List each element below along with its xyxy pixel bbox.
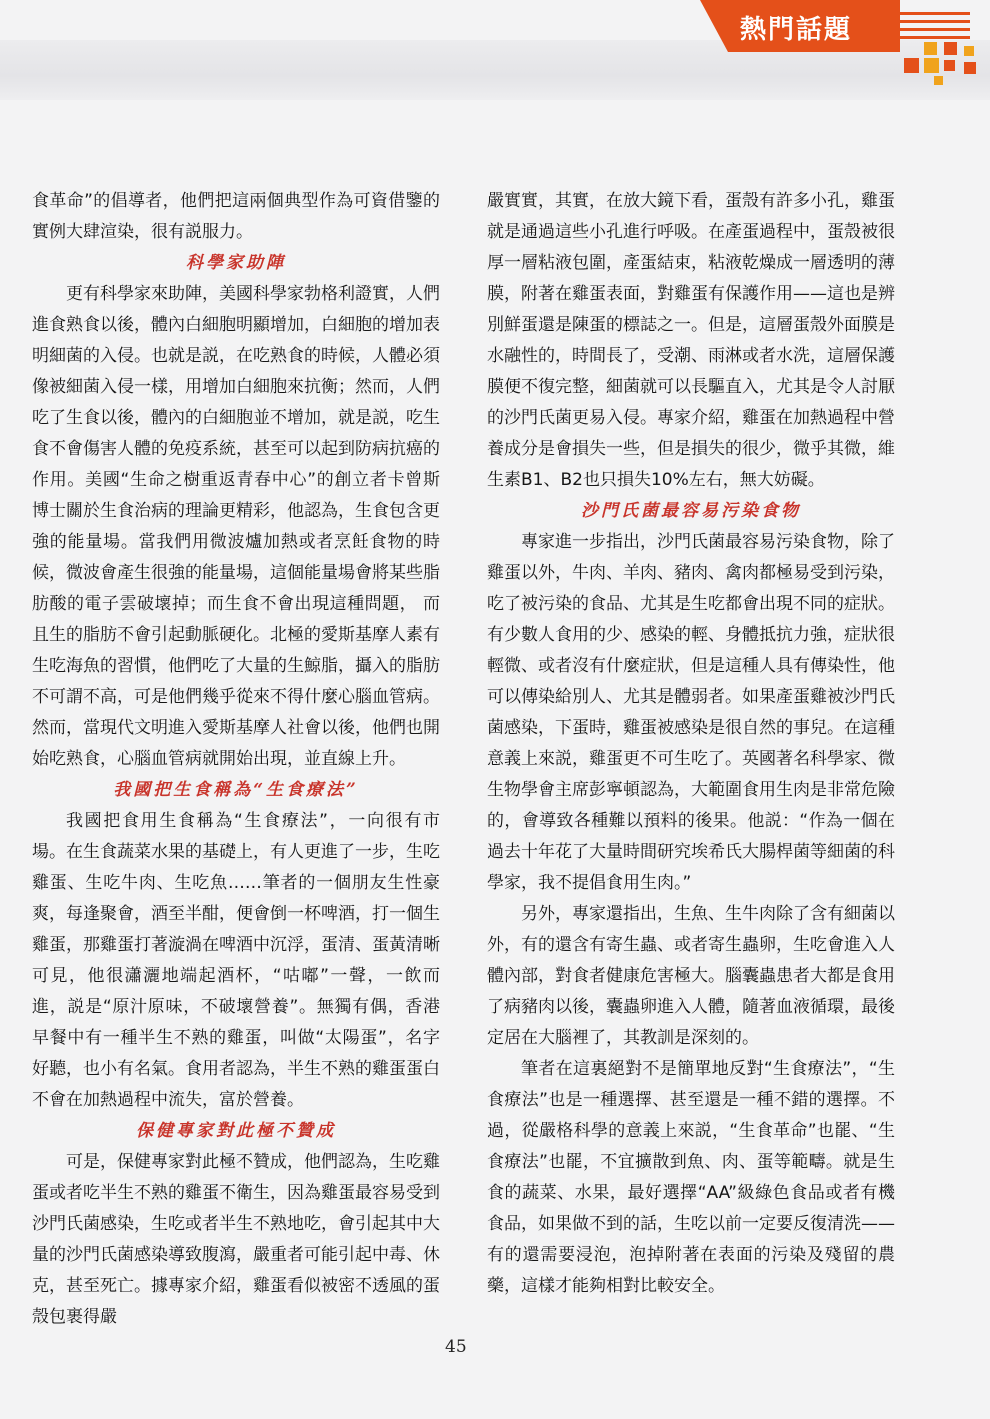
section-title: 熱門話題 (740, 15, 853, 45)
subheading: 沙門氏菌最容易污染食物 (581, 501, 801, 521)
paragraph: 食革命”的倡導者，他們把這兩個典型作為可資借鑒的實例大肆渲染，很有説服力。 (32, 191, 440, 242)
subheading: 科學家助陣 (186, 253, 286, 273)
subheading: 我國把生食稱為“生食療法” (113, 780, 359, 800)
subheading: 保健專家對此極不贊成 (136, 1121, 336, 1141)
paragraph: 嚴實實，其實，在放大鏡下看，蛋殼有許多小孔，雞蛋就是通過這些小孔進行呼吸。在產蛋過程中，蛋殼被很厚一層粘液包圍，產蛋結束，粘液乾燥成一層透明的薄膜，附著在雞蛋表面，對雞蛋有保護作用——這也是辨別鮮蛋還是陳蛋的標誌之一。但是，這層蛋殼外面膜是水融性的，時間長了，受潮、雨淋或者水洗，這層保護膜便不復完整，細菌就可以長驅直入，尤其是令人討厭的沙門氏菌更易入侵。專家介紹，雞蛋在加熱過程中營養成分是會損失一些，但是損失的很少，微乎其微，維生素B1、B2也只損失10%左右，無大妨礙。 (487, 191, 895, 490)
paragraph: 更有科學家來助陣，美國科學家勃格利證實，人們進食熟食以後，體內白細胞明顯增加，白細胞的增加表明細菌的入侵。也就是説，在吃熟食的時候，人體必須像被細菌入侵一樣，用增加白細胞來抗衡；然而，人們吃了生食以後，體內的白細胞並不增加，就是説，吃生食不會傷害人體的免疫系統，甚至可以起到防病抗癌的作用。美國“生命之樹重返青春中心”的創立者卡曾斯博士關於生食治病的理論更精彩，他認為，生食包含更強的能量場。當我們用微波爐加熱或者烹飪食物的時候，微波會產生很強的能量場，這個能量場會將某些脂肪酸的電子雲破壞掉；而生食不會出現這種問題， 而且生的脂肪不會引起動脈硬化。北極的愛斯基摩人素有生吃海魚的習慣，他們吃了大量的生鯨脂，攝入的脂肪不可謂不高，可是他們幾乎從來不得什麼心腦血管病。然而，當現代文明進入愛斯基摩人社會以後，他們也開始吃熟食，心腦血管病就開始出現，並直線上升。 (32, 284, 440, 769)
paragraph: 我國把食用生食稱為“生食療法”，一向很有市場。在生食蔬菜水果的基礎上，有人更進了一步，生吃雞蛋、生吃牛肉、生吃魚……筆者的一個朋友生性豪爽，每逢聚會，酒至半酣，便會倒一杯啤酒，打一個生雞蛋，那雞蛋打著漩渦在啤酒中沉浮，蛋清、蛋黃清晰可見，他很瀟灑地端起酒杯，“咕嘟”一聲，一飲而進，説是“原汁原味，不破壞營養”。無獨有偶，香港早餐中有一種半生不熟的雞蛋，叫做“太陽蛋”，名字好聽，也小有名氣。食用者認為，半生不熟的雞蛋蛋白不會在加熱過程中流失，富於營養。 (32, 811, 440, 1110)
paragraph: 可是，保健專家對此極不贊成，他們認為，生吃雞蛋或者吃半生不熟的雞蛋不衛生，因為雞蛋最容易受到沙門氏菌感染，生吃或者半生不熟地吃，會引起其中大量的沙門氏菌感染導致腹瀉，嚴重者可能引起中毒、休克，甚至死亡。據專家介紹，雞蛋看似被密不透風的蛋殼包裹得嚴 (32, 1152, 440, 1327)
paragraph: 專家進一步指出，沙門氏菌最容易污染食物，除了雞蛋以外，牛肉、羊肉、豬肉、禽肉都極易受到污染，吃了被污染的食品、尤其是生吃都會出現不同的症狀。有少數人食用的少、感染的輕、身體抵抗力強，症狀很輕微、或者沒有什麼症狀，但是這種人具有傳染性，他可以傳染給別人、尤其是體弱者。如果產蛋雞被沙門氏菌感染，下蛋時，雞蛋被感染是很自然的事兒。在這種意義上來説，雞蛋更不可生吃了。英國著名科學家、微生物學會主席彭寧頓認為，大範圍食用生肉是非常危險的，會導致各種難以預料的後果。他説：“作為一個在過去十年花了大量時間研究埃希氏大腸桿菌等細菌的科學家，我不提倡食用生肉。” (487, 532, 895, 893)
left-column (32, 186, 440, 1333)
right-column (487, 186, 895, 1302)
paragraph: 另外，專家還指出，生魚、生牛肉除了含有細菌以外，有的還含有寄生蟲、或者寄生蟲卵，生吃會進入人體內部，對食者健康危害極大。腦囊蟲患者大都是食用了病豬肉以後，囊蟲卵進入人體，隨著血液循環，最後定居在大腦裡了，其教訓是深刻的。 (487, 904, 895, 1048)
header-stripes (900, 12, 970, 46)
decorative-squares (902, 42, 980, 86)
paragraph: 筆者在這裏絕對不是簡單地反對“生食療法”，“生食療法”也是一種選擇、甚至還是一種不錯的選擇。不過，從嚴格科學的意義上來説，“生食革命”也罷、“生食療法”也罷，不宜擴散到魚、肉、蛋等範疇。就是生食的蔬菜、水果，最好選擇“AA”級綠色食品或者有機食品，如果做不到的話，生吃以前一定要反復清洗——有的還需要浸泡，泡掉附著在表面的污染及殘留的農藥，這樣才能夠相對比較安全。 (487, 1059, 895, 1296)
page-number: 45 (445, 1337, 467, 1357)
